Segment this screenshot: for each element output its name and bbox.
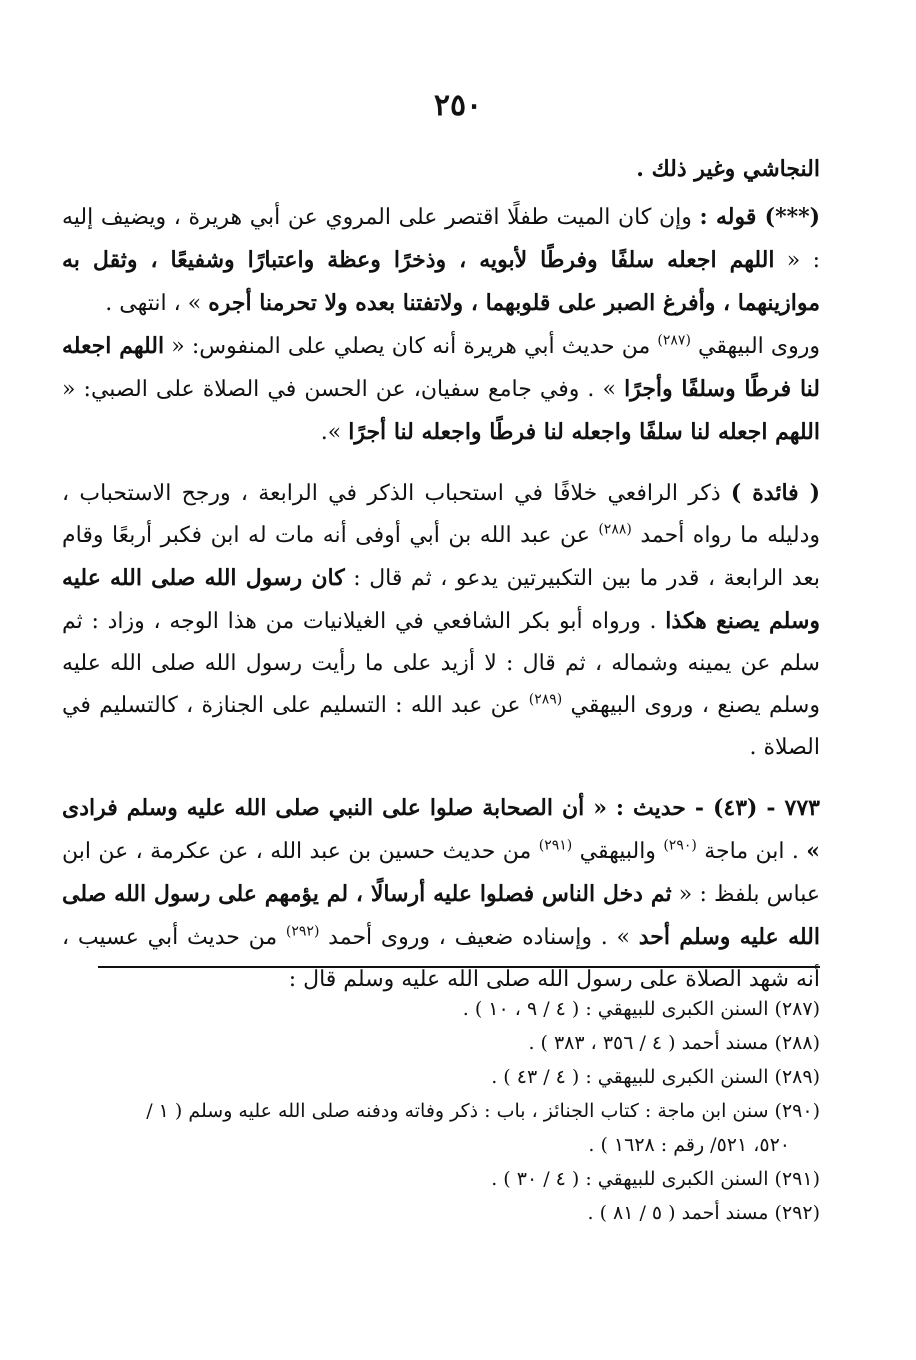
footnote-290-continued: ٥٢٠، ٥٢١/ رقم : ١٦٢٨ ) .	[588, 1134, 790, 1156]
footnotes	[62, 992, 820, 1230]
footnote-ref-287: (٢٨٧)	[657, 332, 691, 349]
faida-label: ( فائدة )	[730, 480, 821, 506]
hadith-773-end: من حديث أبي عسيب ، أنه شهد الصلاة على رسول الله صلى الله عليه وسلم قال :	[62, 925, 820, 992]
dua-text-2: اللهم اجعله لنا فرطًا وسلفًا وأجرًا	[62, 333, 820, 402]
footnote-289: (٢٨٩) السنن الكبرى للبيهقي : ( ٤ / ٤٣ ) .	[491, 1066, 820, 1088]
hadith-773-text-2: والبيهقي	[572, 839, 664, 864]
paragraph-bayhaqi	[62, 325, 820, 454]
footnote-ref-292: (٢٩٢)	[285, 923, 320, 940]
footnote-divider	[98, 966, 820, 968]
faida-text-3: . ورواه أبو بكر الشافعي في الغيلانيات من هذا الوجه ، وزاد : ثم سلم عن يمينه وشماله ، ثم قال : لا أزيد على ما رأيت رسول الله صلى الله عليه وسلم يصنع ، وروى البيهقي	[62, 609, 820, 718]
qawluhu-label: (***) قوله :	[699, 204, 820, 230]
bayhaqi-end: ».	[320, 420, 349, 445]
paragraph-continuation: النجاشي وغير ذلك .	[636, 156, 820, 182]
faida-text: ذكر الرافعي خلافًا في استحباب الذكر في الرابعة ، ورجح الاستحباب ، ودليله ما رواه أحمد	[62, 481, 820, 548]
hadith-773-heading: ٧٧٣ - (٤٣) - حديث : « أن الصحابة صلوا على النبي صلى الله عليه وسلم فرادى »	[62, 795, 820, 864]
footnote-ref-290: (٢٩٠)	[663, 837, 697, 854]
footnote-ref-288: (٢٨٨)	[598, 521, 632, 538]
footnote-287: (٢٨٧) السنن الكبرى للبيهقي : ( ٤ / ٩ ، ١٠ ) .	[462, 998, 820, 1020]
paragraph-hadith-773	[62, 787, 820, 1001]
paragraph-qawluhu	[62, 196, 820, 325]
footnote-290: (٢٩٠) سنن ابن ماجة : كتاب الجنائز ، باب : ذكر وفاته ودفنه صلى الله عليه وسلم ( ١ /	[146, 1100, 820, 1122]
footnote-291: (٢٩١) السنن الكبرى للبيهقي : ( ٤ / ٣٠ ) .	[491, 1168, 820, 1190]
dua-text: اللهم اجعله سلفًا وفرطًا لأبويه ، وذخرًا وعظة واعتبارًا وشفيعًا ، وثقل به موازينهما ، وأفرغ الصبر على قلوبهما ، ولاتفتنا بعده ولا تحرمنا أجره	[62, 247, 820, 316]
qawluhu-text: وإن كان الميت طفلًا اقتصر على المروي عن أبي هريرة ، ويضيف إليه : «	[62, 205, 820, 273]
main-text	[62, 148, 820, 1001]
bayhaqi-text-3: » . وفي جامع سفيان، عن الحسن في الصلاة على الصبي: «	[62, 377, 625, 402]
qawluhu-end: » ، انتهى .	[105, 291, 209, 316]
footnote-ref-291: (٢٩١)	[538, 837, 573, 854]
hadith-773-text-4: » . وإسناده ضعيف ، وروى أحمد	[319, 925, 639, 950]
hadith-773-text-3: من حديث حسين بن عبد الله ، عن عكرمة ، عن ابن عباس بلفظ : «	[62, 839, 820, 907]
bayhaqi-text-2: من حديث أبي هريرة أنه كان يصلي على المنفوس: «	[164, 334, 658, 359]
bayhaqi-text: وروى البيهقي	[690, 334, 820, 359]
faida-text-2: عن عبد الله بن أبي أوفى أنه مات له ابن فكبر أربعًا وقام بعد الرابعة ، قدر ما بين التكبيرتين يدعو ، ثم قال :	[62, 523, 821, 591]
hadith-773-text: . ابن ماجة	[696, 839, 807, 864]
hadith-773-quote: ثم دخل الناس فصلوا عليه أرسالًا ، لم يؤمهم على رسول الله صلى الله عليه وسلم أحد	[62, 881, 820, 950]
page-number: ٢٥٠	[433, 88, 483, 123]
hadith-quote: كان رسول الله صلى الله عليه وسلم يصنع هكذا	[62, 565, 821, 634]
dua-text-3: اللهم اجعله لنا سلفًا واجعله لنا فرطًا واجعله لنا أجرًا	[348, 419, 820, 445]
footnote-292: (٢٩٢) مسند أحمد ( ٥ / ٨١ ) .	[587, 1202, 820, 1224]
footnote-ref-289: (٢٨٩)	[528, 691, 563, 708]
footnote-288: (٢٨٨) مسند أحمد ( ٤ / ٣٥٦ ، ٣٨٣ ) .	[528, 1032, 820, 1054]
faida-end: عن عبد الله : التسليم على الجنازة ، كالتسليم في الصلاة .	[62, 693, 820, 760]
paragraph-faida	[62, 472, 820, 769]
